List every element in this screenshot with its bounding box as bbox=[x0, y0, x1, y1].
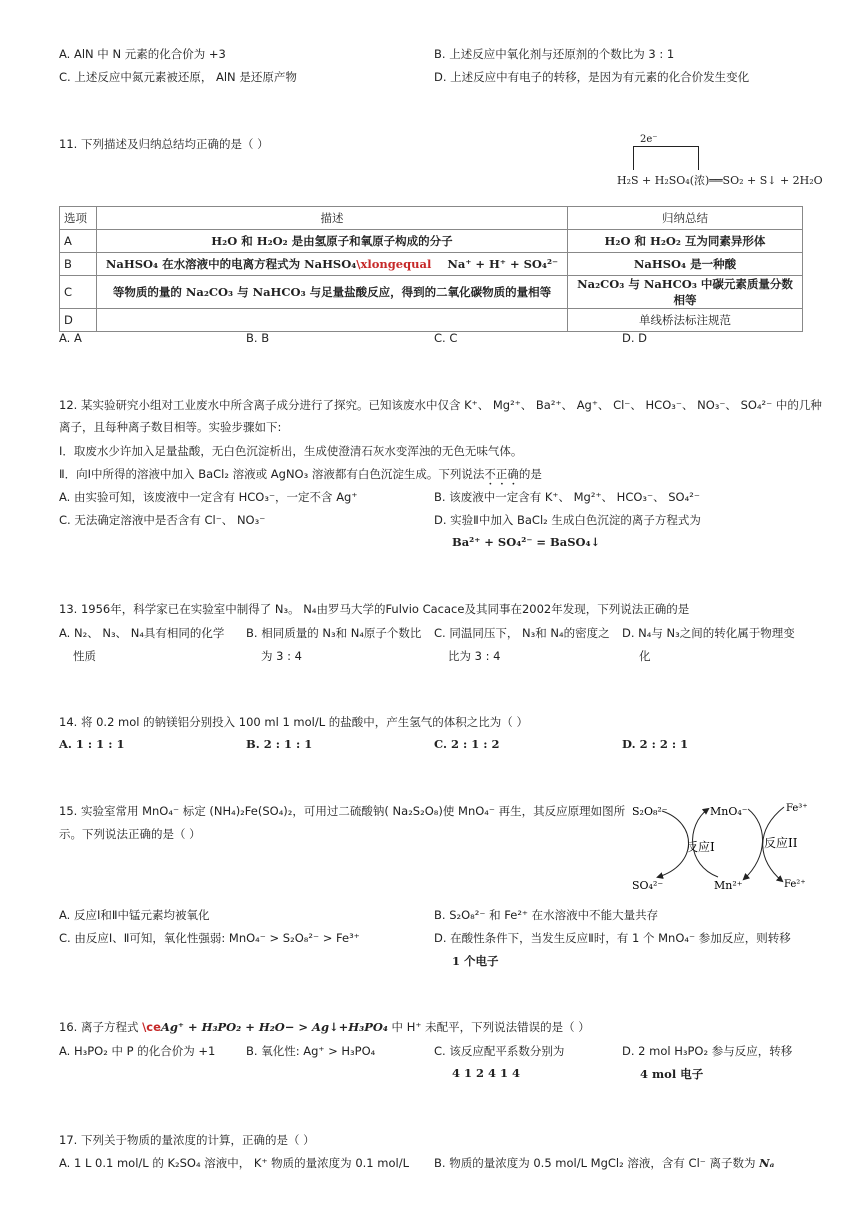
q11-table bbox=[59, 206, 803, 332]
q14-option-a: A. 1 : 1 : 1 bbox=[59, 737, 125, 751]
q12-step-2 bbox=[59, 466, 542, 488]
row-option: B bbox=[60, 253, 97, 276]
q16-stem bbox=[59, 1019, 590, 1035]
q12-option-b: B. 该废液中一定含有 K⁺、 Mg²⁺、 HCO₃⁻、 SO₄²⁻ bbox=[434, 490, 700, 504]
desc-text: NaHSO₄ 在水溶液中的电离方程式为 NaHSO₄ bbox=[105, 257, 357, 271]
q16-option-d: D. 2 mol H₃PO₂ 参与反应，转移 bbox=[622, 1044, 793, 1058]
table-row bbox=[60, 309, 803, 332]
q16-equation: Ag⁺ + H₃PO₂ + H₂O− > Ag↓+H₃PO₄ bbox=[160, 1020, 388, 1034]
s2o8-label: S₂O₈²⁻ bbox=[632, 805, 668, 818]
row-option: D bbox=[60, 309, 97, 332]
q13-option-a-cont: 性质 bbox=[73, 649, 96, 663]
table-header-row bbox=[60, 207, 803, 230]
q11-option-b: B. B bbox=[246, 331, 270, 345]
q16-stem-text: 16. 离子方程式 bbox=[59, 1020, 143, 1034]
q12-option-c: C. 无法确定溶液中是否含有 Cl⁻、 NO₃⁻ bbox=[59, 513, 266, 527]
fe3-label: Fe³⁺ bbox=[786, 803, 808, 814]
row-summary: 单线桥法标注规范 bbox=[568, 309, 803, 332]
row-option: A bbox=[60, 230, 97, 253]
reaction-2-label: 反应II bbox=[764, 836, 798, 850]
row-description bbox=[97, 253, 568, 276]
emphasis-text: 不正确 bbox=[484, 467, 519, 481]
q15-reaction-diagram bbox=[628, 795, 812, 895]
q11-electron-label: 2e⁻ bbox=[640, 134, 658, 145]
desc-ions: Na⁺ + H⁺ + SO₄²⁻ bbox=[447, 257, 559, 271]
latex-residue: \ce bbox=[142, 1020, 161, 1034]
row-option: C bbox=[60, 276, 97, 309]
q11-option-d: D. D bbox=[622, 331, 648, 345]
header-option: 选项 bbox=[60, 207, 97, 230]
q13-option-c-cont: 比为 3 : 4 bbox=[448, 649, 501, 663]
q10-option-c: C. 上述反应中氮元素被还原， AlN 是还原产物 bbox=[59, 70, 297, 84]
q13-stem: 13. 1956年，科学家已在实验室中制得了 N₃。 N₄由罗马大学的Fulvio Cacace及其同事在2002年发现，下列说法正确的是 bbox=[59, 602, 690, 616]
q12-option-d-equation: Ba²⁺ + SO₄²⁻ = BaSO₄↓ bbox=[452, 535, 601, 549]
avogadro-symbol: Nₐ bbox=[759, 1156, 775, 1170]
q16-option-c: C. 该反应配平系数分别为 bbox=[434, 1044, 565, 1058]
q13-option-b-cont: 为 3 : 4 bbox=[261, 649, 302, 663]
q17-stem: 17. 下列关于物质的量浓度的计算，正确的是（ ） bbox=[59, 1133, 315, 1147]
q11-option-a: A. A bbox=[59, 331, 82, 345]
q12-option-a: A. 由实验可知，该废液中一定含有 HCO₃⁻，一定不含 Ag⁺ bbox=[59, 490, 358, 504]
q16-option-c-cont: 4 1 2 4 1 4 bbox=[452, 1066, 521, 1080]
mno4-label: MnO₄⁻ bbox=[710, 805, 748, 818]
q10-option-b: B. 上述反应中氧化剂与还原剂的个数比为 3 : 1 bbox=[434, 47, 675, 61]
row-description: 等物质的量的 Na₂CO₃ 与 NaHCO₃ 与足量盐酸反应，得到的二氧化碳物质的量相等 bbox=[97, 276, 568, 309]
q15-option-b: B. S₂O₈²⁻ 和 Fe²⁺ 在水溶液中不能大量共存 bbox=[434, 908, 659, 922]
step2-end: 的是 bbox=[518, 467, 542, 481]
row-summary: NaHSO₄ 是一种酸 bbox=[568, 253, 803, 276]
q11-equation: H₂S + H₂SO₄(浓)══SO₂ + S↓ + 2H₂O bbox=[617, 174, 823, 187]
q16-option-b: B. 氧化性: Ag⁺ > H₃PO₄ bbox=[246, 1044, 376, 1058]
q13-option-d: D. N₄与 N₃之间的转化属于物理变 bbox=[622, 626, 795, 640]
reaction-2-left-arrow bbox=[744, 809, 763, 879]
q13-option-d-cont: 化 bbox=[639, 649, 651, 663]
reaction-1-label: 反应I bbox=[686, 840, 715, 854]
q11-bridge-top bbox=[633, 146, 699, 147]
q14-option-b: B. 2 : 1 : 1 bbox=[246, 737, 313, 751]
row-summary: Na₂CO₃ 与 NaHCO₃ 中碳元素质量分数相等 bbox=[568, 276, 803, 309]
mn-label: Mn²⁺ bbox=[714, 879, 743, 892]
q17-option-a: A. 1 L 0.1 mol/L 的 K₂SO₄ 溶液中， K⁺ 物质的量浓度为 0.1 mol/L bbox=[59, 1156, 409, 1170]
row-description: H₂O 和 H₂O₂ 是由氢原子和氧原子构成的分子 bbox=[97, 230, 568, 253]
so4-label: SO₄²⁻ bbox=[632, 879, 664, 892]
latex-residue: \xlongequal bbox=[356, 257, 432, 271]
q10-option-a: A. AlN 中 N 元素的化合价为 +3 bbox=[59, 47, 226, 61]
q13-option-a: A. N₂、 N₃、 N₄具有相同的化学 bbox=[59, 626, 225, 640]
q11-stem: 11. 下列描述及归纳总结均正确的是（ ） bbox=[59, 137, 269, 151]
q11-bridge-left bbox=[633, 146, 634, 170]
table-row bbox=[60, 276, 803, 309]
q15-option-c: C. 由反应Ⅰ、Ⅱ可知，氧化性强弱: MnO₄⁻ > S₂O₈²⁻ > Fe³⁺ bbox=[59, 931, 360, 945]
q16-option-a: A. H₃PO₂ 中 P 的化合价为 +1 bbox=[59, 1044, 216, 1058]
table-row bbox=[60, 253, 803, 276]
q12-stem-line2: 离子，且每种离子数目相等。实验步骤如下: bbox=[59, 420, 282, 434]
q11-bridge-right bbox=[698, 146, 699, 170]
q14-option-d: D. 2 : 2 : 1 bbox=[622, 737, 689, 751]
q13-option-c: C. 同温同压下， N₃和 N₄的密度之 bbox=[434, 626, 610, 640]
q10-option-d: D. 上述反应中有电子的转移，是因为有元素的化合价发生变化 bbox=[434, 70, 750, 84]
reaction-1-left-arrow bbox=[658, 811, 689, 877]
row-description bbox=[97, 309, 568, 332]
q12-option-d: D. 实验Ⅱ中加入 BaCl₂ 生成白色沉淀的离子方程式为 bbox=[434, 513, 701, 527]
q15-option-d-cont: 1 个电子 bbox=[452, 954, 499, 968]
q12-step-1: Ⅰ．取废水少许加入足量盐酸，无白色沉淀析出，生成使澄清石灰水变浑浊的无色无味气体。 bbox=[59, 444, 523, 458]
q14-stem: 14. 将 0.2 mol 的钠镁铝分别投入 100 ml 1 mol/L 的盐酸中，产生氢气的体积之比为（ ） bbox=[59, 715, 528, 729]
q17-option-b-text: B. 物质的量浓度为 0.5 mol/L MgCl₂ 溶液，含有 Cl⁻ 离子数为 bbox=[434, 1156, 760, 1170]
header-summary: 归纳总结 bbox=[568, 207, 803, 230]
q13-option-b: B. 相同质量的 N₃和 N₄原子个数比 bbox=[246, 626, 422, 640]
q15-option-a: A. 反应Ⅰ和Ⅱ中锰元素均被氧化 bbox=[59, 908, 210, 922]
q14-option-c: C. 2 : 1 : 2 bbox=[434, 737, 500, 751]
q12-stem-line1: 12. 某实验研究小组对工业废水中所含离子成分进行了探究。已知该废水中仅含 K⁺、 Mg²⁺、 Ba²⁺、 Ag⁺、 Cl⁻、 HCO₃⁻、 NO₃⁻、 SO₄²⁻ 中的几种 bbox=[59, 398, 822, 412]
fe2-label: Fe²⁺ bbox=[784, 879, 806, 890]
q16-option-d-cont: 4 mol 电子 bbox=[640, 1067, 704, 1081]
header-description: 描述 bbox=[97, 207, 568, 230]
q15-stem-line1: 15. 实验室常用 MnO₄⁻ 标定 (NH₄)₂Fe(SO₄)₂，可用过二硫酸钠( Na₂S₂O₈)使 MnO₄⁻ 再生，其反应原理如图所 bbox=[59, 804, 626, 818]
row-summary: H₂O 和 H₂O₂ 互为同素异形体 bbox=[568, 230, 803, 253]
step2-text: Ⅱ．向Ⅰ中所得的溶液中加入 BaCl₂ 溶液或 AgNO₃ 溶液都有白色沉淀生成。下列说法 bbox=[59, 467, 485, 481]
q15-stem-line2: 示。下列说法正确的是（ ） bbox=[59, 827, 201, 841]
q11-option-c: C. C bbox=[434, 331, 458, 345]
q16-stem-end: 中 H⁺ 未配平，下列说法错误的是（ ） bbox=[387, 1020, 590, 1034]
table-row bbox=[60, 230, 803, 253]
q15-option-d: D. 在酸性条件下，当发生反应Ⅱ时，有 1 个 MnO₄⁻ 参加反应，则转移 bbox=[434, 931, 791, 945]
q17-option-b bbox=[434, 1155, 774, 1171]
